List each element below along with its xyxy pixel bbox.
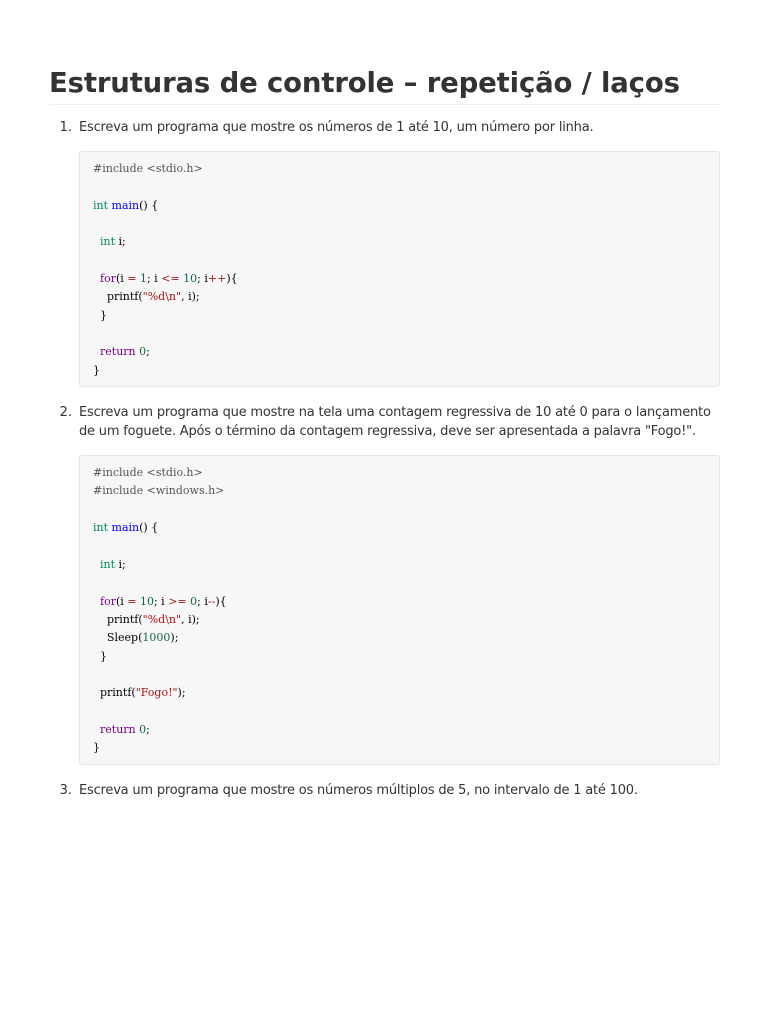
code-line	[93, 252, 707, 270]
code-token: main	[111, 198, 140, 212]
code-line	[93, 270, 707, 288]
code-token: () {	[139, 521, 159, 535]
code-token: }	[93, 308, 107, 322]
code-token: "Fogo!"	[135, 686, 178, 700]
code-line	[93, 684, 707, 702]
code-line	[93, 538, 707, 556]
code-line	[93, 739, 707, 757]
code-token: for	[100, 594, 116, 608]
code-line	[93, 703, 707, 721]
code-line	[93, 666, 707, 684]
exercise-number: 1.	[59, 120, 72, 135]
code-line	[93, 721, 707, 739]
code-token: ;	[146, 722, 150, 736]
code-token: 10	[139, 594, 154, 608]
code-token: int	[100, 557, 116, 571]
code-line	[93, 556, 707, 574]
code-token: >=	[168, 594, 187, 608]
code-token: , i);	[181, 290, 200, 304]
code-token: printf(	[93, 612, 143, 626]
code-token: }	[93, 741, 100, 755]
code-line	[93, 197, 707, 215]
code-line	[93, 160, 707, 178]
code-token: <=	[161, 272, 180, 286]
code-line	[93, 482, 707, 500]
code-token: "%d\n"	[142, 290, 182, 304]
code-token: , i);	[181, 612, 200, 626]
code-line	[93, 501, 707, 519]
code-token: int	[100, 235, 116, 249]
code-token: i;	[115, 235, 126, 249]
exercise-text: Escreva um programa que mostre os números múltiplos de 5, no intervalo de 1 até 100.	[79, 782, 638, 798]
code-token: ){	[215, 594, 227, 608]
code-token: main	[111, 521, 140, 535]
code-token: "%d\n"	[142, 612, 182, 626]
code-line	[93, 519, 707, 537]
code-line	[93, 593, 707, 611]
code-token: printf(	[93, 686, 136, 700]
code-token: ; i	[153, 594, 169, 608]
code-line	[93, 288, 707, 306]
code-token: }	[93, 363, 100, 377]
code-token: ++	[207, 272, 227, 286]
code-block	[79, 151, 720, 387]
code-block	[79, 455, 720, 765]
code-token: int	[93, 521, 109, 535]
code-line	[93, 648, 707, 666]
exercise-list	[49, 118, 720, 800]
code-token: ){	[226, 272, 238, 286]
code-token: i;	[115, 557, 126, 571]
code-token: #include <stdio.h>	[93, 162, 203, 175]
code-token: 10	[183, 272, 198, 286]
code-token: 1	[139, 272, 147, 286]
exercise-text: Escreva um programa que mostre na tela uma contagem regressiva de 10 até 0 para o lançamento de um foguete. Após o término da contagem regressiva, deve ser apresentada a palavra "Fogo!".	[79, 405, 711, 440]
code-token: }	[93, 649, 107, 663]
code-line	[93, 215, 707, 233]
exercise-item-2	[49, 403, 720, 765]
code-line	[93, 178, 707, 196]
code-token	[93, 235, 100, 248]
exercise-number: 3.	[59, 782, 72, 798]
code-token: for	[100, 272, 116, 286]
code-token: return	[100, 722, 136, 736]
code-token: (i	[115, 594, 128, 608]
code-token: 1000	[142, 631, 171, 645]
code-token: --	[207, 594, 216, 608]
code-token	[93, 272, 100, 285]
code-token: 0	[139, 722, 147, 736]
code-line	[93, 362, 707, 380]
code-line	[93, 343, 707, 361]
code-line	[93, 574, 707, 592]
code-token: return	[100, 345, 136, 359]
code-line	[93, 464, 707, 482]
code-token: =	[127, 594, 137, 608]
code-token	[93, 723, 100, 736]
code-token: int	[93, 198, 109, 212]
code-token: ; i	[197, 272, 208, 286]
code-token: );	[170, 631, 179, 645]
code-token: (i	[115, 272, 128, 286]
code-token: () {	[139, 198, 159, 212]
code-token: );	[177, 686, 186, 700]
exercise-text: Escreva um programa que mostre os números de 1 até 10, um número por linha.	[79, 120, 594, 135]
code-token: #include <windows.h>	[93, 484, 225, 498]
exercise-item-1	[49, 118, 720, 387]
code-token: ; i	[197, 594, 208, 608]
exercise-number: 2.	[59, 405, 72, 421]
code-token: printf(	[93, 290, 143, 304]
code-token: #include <stdio.h>	[93, 466, 203, 480]
code-line	[93, 307, 707, 325]
code-token: =	[127, 272, 137, 286]
code-token: 0	[190, 594, 198, 608]
code-line	[93, 629, 707, 647]
code-line	[93, 325, 707, 343]
code-token	[93, 595, 100, 608]
code-token: 0	[139, 345, 147, 359]
code-token: Sleep(	[93, 631, 143, 645]
code-token: ; i	[146, 272, 162, 286]
code-token: ;	[146, 345, 150, 359]
code-token	[93, 345, 100, 358]
code-token	[93, 558, 100, 571]
page-title: Estruturas de controle – repetição / laços	[49, 64, 720, 105]
code-line	[93, 233, 707, 251]
document-page	[49, 64, 720, 800]
exercise-item-3	[49, 781, 720, 800]
code-line	[93, 611, 707, 629]
